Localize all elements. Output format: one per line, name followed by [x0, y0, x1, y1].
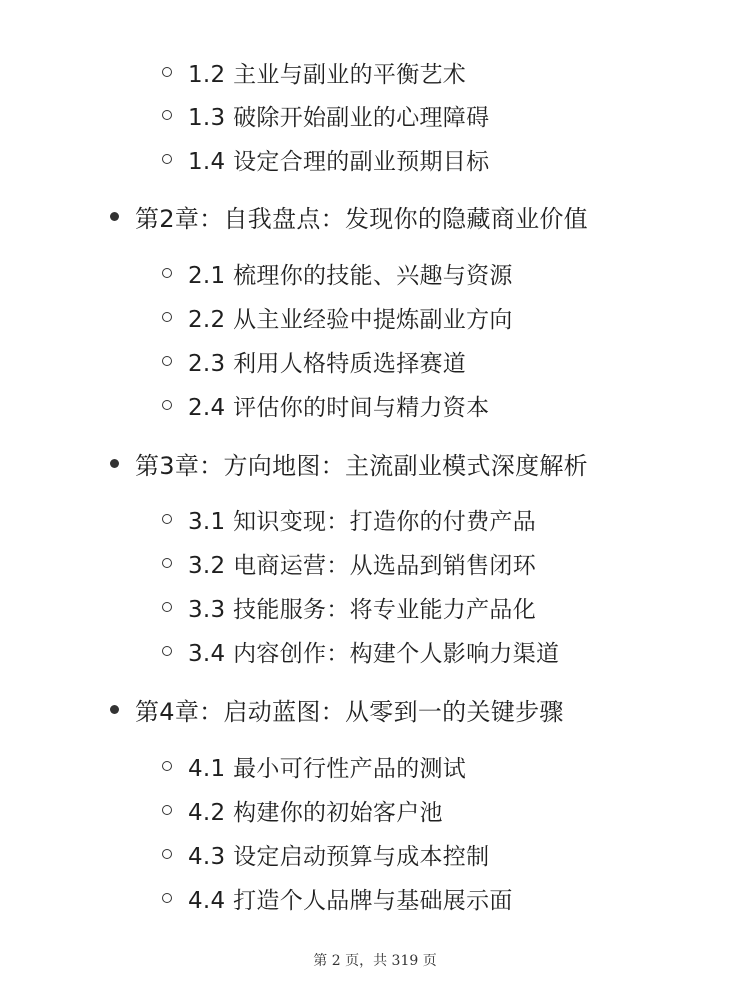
hollow-bullet-icon [162, 805, 172, 815]
filled-bullet-icon [110, 212, 119, 221]
toc-chapter-item [110, 441, 588, 485]
toc-item-text: 第4章：启动蓝图：从零到一的关键步骤 [135, 697, 564, 726]
toc-item-text: 4.4 打造个人品牌与基础展示面 [188, 887, 513, 914]
toc-subsection-item [162, 50, 466, 94]
hollow-bullet-icon [162, 514, 172, 524]
toc-item-text: 1.2 主业与副业的平衡艺术 [188, 61, 467, 88]
toc-subsection-item [162, 832, 489, 876]
filled-bullet-icon [110, 459, 119, 468]
toc-subsection-item [162, 876, 513, 920]
hollow-bullet-icon [162, 268, 172, 278]
toc-subsection-item [162, 788, 443, 832]
toc-item-text: 2.2 从主业经验中提炼副业方向 [188, 306, 513, 333]
hollow-bullet-icon [162, 646, 172, 656]
toc-item-text: 3.2 电商运营：从选品到销售闭环 [188, 552, 536, 579]
toc-item-text: 3.4 内容创作：构建个人影响力渠道 [188, 640, 560, 667]
hollow-bullet-icon [162, 356, 172, 366]
toc-subsection-item [162, 93, 489, 137]
hollow-bullet-icon [162, 761, 172, 771]
toc-item-text: 4.2 构建你的初始客户池 [188, 799, 443, 826]
toc-item-text: 4.3 设定启动预算与成本控制 [188, 843, 490, 870]
toc-subsection-item [162, 137, 489, 181]
hollow-bullet-icon [162, 558, 172, 568]
toc-item-text: 3.3 技能服务：将专业能力产品化 [188, 596, 536, 623]
toc-subsection-item [162, 585, 536, 629]
hollow-bullet-icon [162, 893, 172, 903]
toc-subsection-item [162, 295, 513, 339]
toc-item-text: 第2章：自我盘点：发现你的隐藏商业价值 [135, 204, 588, 233]
toc-subsection-item [162, 497, 536, 541]
hollow-bullet-icon [162, 312, 172, 322]
toc-chapter-item [110, 687, 564, 731]
hollow-bullet-icon [162, 849, 172, 859]
hollow-bullet-icon [162, 154, 172, 164]
hollow-bullet-icon [162, 400, 172, 410]
toc-item-text: 2.4 评估你的时间与精力资本 [188, 394, 490, 421]
toc-item-text: 第3章：方向地图：主流副业模式深度解析 [135, 451, 588, 480]
toc-item-text: 2.3 利用人格特质选择赛道 [188, 350, 467, 377]
page-number-footer: 第 2 页，共 319 页 [313, 953, 437, 969]
toc-item-text: 1.4 设定合理的副业预期目标 [188, 148, 490, 175]
toc-subsection-item [162, 744, 466, 788]
hollow-bullet-icon [162, 602, 172, 612]
toc-item-text: 1.3 破除开始副业的心理障碍 [188, 104, 490, 131]
toc-chapter-item [110, 194, 588, 238]
toc-subsection-item [162, 251, 513, 295]
toc-subsection-item [162, 339, 466, 383]
filled-bullet-icon [110, 705, 119, 714]
toc-item-text: 2.1 梳理你的技能、兴趣与资源 [188, 262, 513, 289]
toc-item-text: 4.1 最小可行性产品的测试 [188, 755, 467, 782]
toc-subsection-item [162, 383, 489, 427]
toc-subsection-item [162, 541, 536, 585]
toc-subsection-item [162, 629, 559, 673]
hollow-bullet-icon [162, 110, 172, 120]
toc-item-text: 3.1 知识变现：打造你的付费产品 [188, 508, 536, 535]
hollow-bullet-icon [162, 67, 172, 77]
